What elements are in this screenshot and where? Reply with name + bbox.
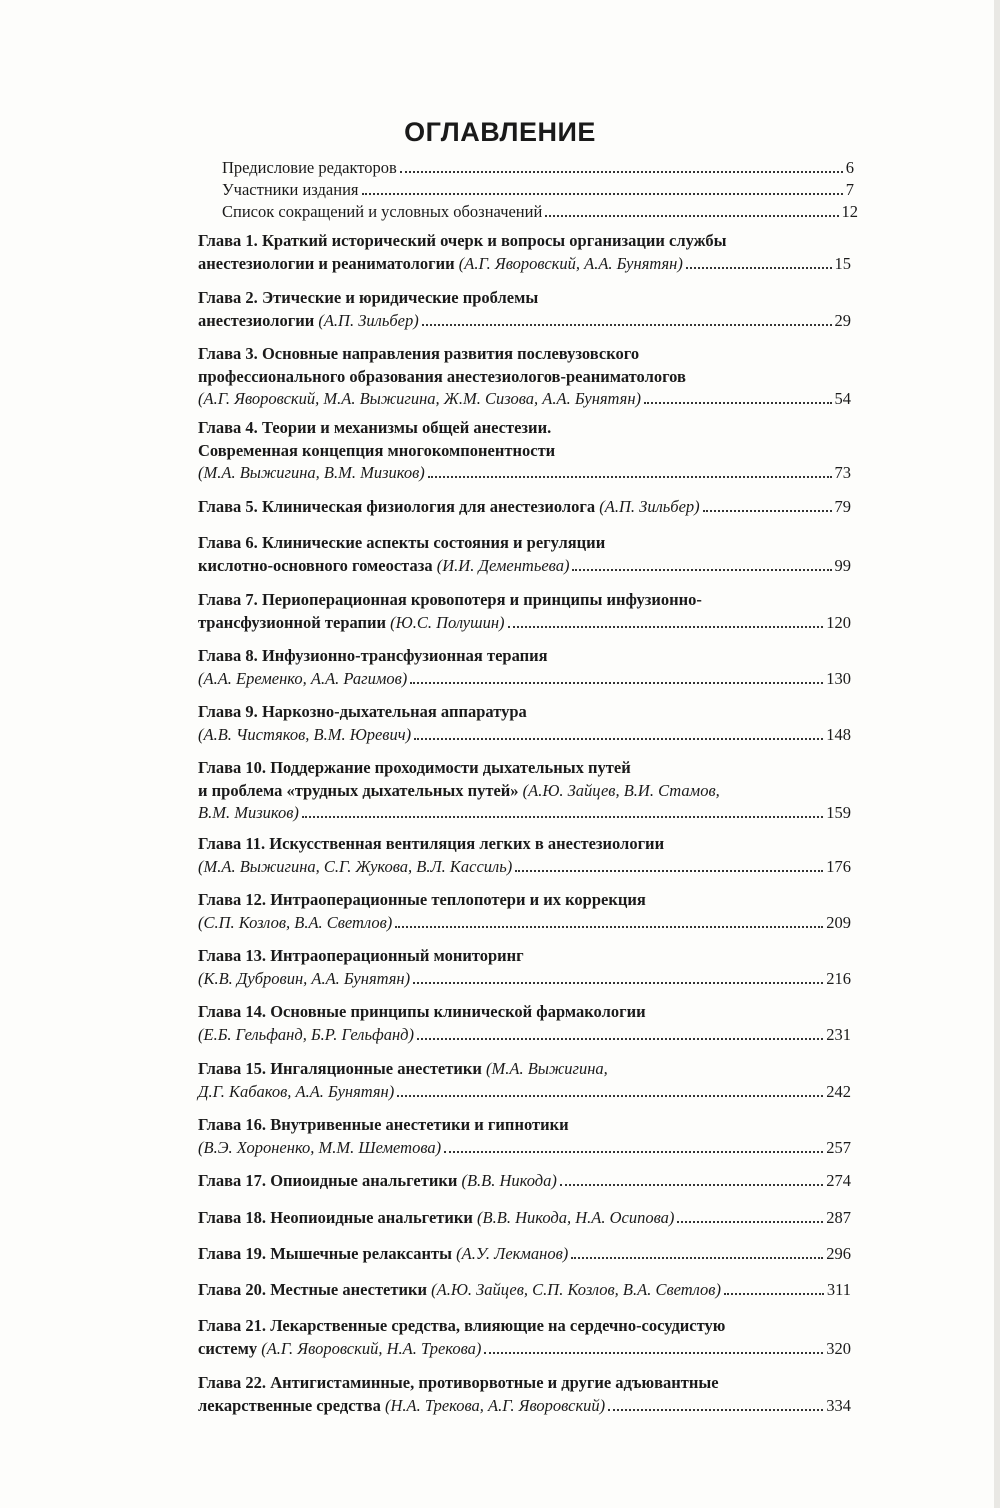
chapter-title: Этические и юридические проблемы xyxy=(261,288,539,307)
toc-entry-line xyxy=(198,309,851,331)
toc-entry-line xyxy=(198,387,851,409)
toc-page-number: 12 xyxy=(841,202,858,221)
toc-page-number: 73 xyxy=(834,463,851,482)
toc-page-number: 334 xyxy=(826,1395,851,1415)
toc-entry-line xyxy=(198,1057,851,1079)
chapter-title: Неопиоидные анальгетики xyxy=(270,1208,473,1227)
toc-item-title: Предисловие редакторов xyxy=(222,158,397,177)
chapter-number: Глава 19. xyxy=(198,1244,271,1263)
page-edge-shadow xyxy=(994,0,1000,1508)
toc-entry-line xyxy=(198,1371,851,1393)
chapter-number: Глава 13. xyxy=(198,946,271,965)
toc-entry-line xyxy=(198,1136,851,1158)
toc-page-number: 209 xyxy=(826,912,851,932)
dot-leader xyxy=(545,215,838,217)
toc-entry-line xyxy=(198,495,851,517)
chapter-authors: (В.В. Никода) xyxy=(457,1171,557,1190)
toc-front-item[interactable] xyxy=(222,200,858,222)
dot-leader xyxy=(417,1038,823,1040)
dot-leader xyxy=(410,682,823,684)
toc-chapter-entry[interactable] xyxy=(198,1242,851,1265)
chapter-number: Глава 16. xyxy=(198,1115,271,1134)
toc-entry-line xyxy=(198,531,851,553)
toc-chapter-entry[interactable] xyxy=(198,1206,851,1229)
chapter-authors: (А.Ю. Зайцев, С.П. Козлов, В.А. Светлов) xyxy=(427,1280,721,1299)
toc-chapter-entry[interactable] xyxy=(198,644,851,689)
chapter-title: кислотно-основного гомеостаза xyxy=(198,555,433,575)
toc-entry-line xyxy=(198,1080,851,1102)
toc-entry-line xyxy=(198,779,851,801)
chapter-title: Основные направления развития послевузовского xyxy=(261,344,640,363)
toc-entry-line xyxy=(198,723,851,745)
toc-entry-line xyxy=(198,588,851,610)
chapter-authors: (С.П. Козлов, В.А. Светлов) xyxy=(198,912,393,932)
toc-chapter-entry[interactable] xyxy=(198,888,851,933)
chapter-authors: (М.А. Выжигина, xyxy=(481,1059,608,1078)
chapter-title: Искусственная вентиляция легких в анестезиологии xyxy=(269,834,665,853)
toc-entry-line xyxy=(198,611,851,633)
chapter-title: и проблема «трудных дыхательных путей» xyxy=(198,780,519,800)
chapter-authors: (А.Г. Яворовский, М.А. Выжигина, Ж.М. Сизова, А.А. Бунятян) xyxy=(198,389,642,408)
chapter-title: анестезиологии xyxy=(198,310,315,330)
toc-entry-line xyxy=(198,801,851,823)
dot-leader xyxy=(572,569,831,571)
toc-entry-line xyxy=(198,1000,851,1022)
toc-entry-line xyxy=(198,1206,851,1228)
toc-entry-line xyxy=(198,554,851,576)
dot-leader xyxy=(484,1352,823,1354)
chapter-authors: Д.Г. Кабаков, А.А. Бунятян) xyxy=(198,1081,395,1101)
toc-entry-line xyxy=(198,756,851,778)
toc-entry-line xyxy=(198,1337,851,1359)
toc-item-title: Участники издания xyxy=(222,180,359,199)
chapter-number: Глава 21. xyxy=(198,1316,271,1335)
toc-page-number: 130 xyxy=(826,668,851,688)
chapter-title: Основные принципы клинической фармакологии xyxy=(270,1002,646,1021)
toc-entry-line xyxy=(198,439,851,461)
chapter-title: трансфузионной терапии xyxy=(198,612,387,632)
chapter-number: Глава 3. xyxy=(198,344,262,363)
dot-leader xyxy=(400,171,843,173)
toc-chapter-entry[interactable] xyxy=(198,756,851,824)
chapter-authors: (А.П. Зильбер) xyxy=(595,497,700,516)
toc-entry-line xyxy=(198,1169,851,1191)
dot-leader xyxy=(508,626,824,628)
toc-front-item[interactable] xyxy=(222,178,854,200)
chapter-title: Периоперационная кровопотеря и принципы инфузионно- xyxy=(261,590,702,609)
toc-entry-line xyxy=(198,342,851,364)
toc-entry-line xyxy=(198,461,851,483)
dot-leader xyxy=(413,982,823,984)
toc-entry-line xyxy=(198,416,851,438)
chapter-number: Глава 5. xyxy=(198,497,262,516)
toc-page-number: 79 xyxy=(834,497,851,516)
toc-entry-line xyxy=(198,1113,851,1135)
chapter-title: профессионального образования анестезиологов-реаниматологов xyxy=(198,366,686,386)
chapter-number: Глава 20. xyxy=(198,1280,271,1299)
chapter-title: Внутривенные анестетики и гипнотики xyxy=(270,1115,569,1134)
toc-chapter-entry[interactable] xyxy=(198,588,851,633)
chapter-title: Клиническая физиология для анестезиолога xyxy=(261,497,596,516)
chapter-number: Глава 1. xyxy=(198,231,262,250)
chapter-number: Глава 17. xyxy=(198,1171,271,1190)
chapter-title: Поддержание проходимости дыхательных путей xyxy=(270,758,631,777)
chapter-number: Глава 10. xyxy=(198,758,271,777)
chapter-authors: (Ю.С. Полушин) xyxy=(386,612,505,632)
chapter-authors: В.М. Мизиков) xyxy=(198,803,299,822)
dot-leader xyxy=(397,1095,823,1097)
toc-chapter-entry[interactable] xyxy=(198,1000,851,1045)
dot-leader xyxy=(560,1184,823,1186)
toc-entry-line xyxy=(198,1394,851,1416)
chapter-number: Глава 6. xyxy=(198,533,262,552)
toc-entry-line xyxy=(198,855,851,877)
toc-entry-line xyxy=(198,1023,851,1045)
dot-leader xyxy=(395,926,823,928)
toc-page-number: 54 xyxy=(834,389,851,408)
toc-entry-line xyxy=(198,229,851,251)
toc-page-number: 7 xyxy=(845,180,854,199)
toc-page-number: 159 xyxy=(826,803,851,822)
toc-page-number: 231 xyxy=(826,1024,851,1044)
toc-page-number: 320 xyxy=(826,1338,851,1358)
toc-entry-line xyxy=(198,911,851,933)
toc-chapter-entry[interactable] xyxy=(198,700,851,745)
toc-chapter-entry[interactable] xyxy=(198,342,851,410)
chapter-title: Ингаляционные анестетики xyxy=(270,1059,482,1078)
dot-leader xyxy=(515,870,823,872)
toc-chapter-entry[interactable] xyxy=(198,1057,851,1102)
chapter-title: Опиоидные анальгетики xyxy=(270,1171,458,1190)
toc-chapter-entry[interactable] xyxy=(198,944,851,989)
toc-page-number: 120 xyxy=(826,612,851,632)
toc-page-number: 287 xyxy=(826,1208,851,1227)
chapter-title: анестезиологии и реаниматологии xyxy=(198,253,455,273)
dot-leader xyxy=(686,267,832,269)
page-title: ОГЛАВЛЕНИЕ xyxy=(404,117,596,147)
toc-chapter-entry[interactable] xyxy=(198,495,851,518)
chapter-title: Краткий исторический очерк и вопросы организации службы xyxy=(261,231,727,250)
toc-page-number: 296 xyxy=(826,1244,851,1263)
toc-page-number: 176 xyxy=(826,856,851,876)
toc-entry-line xyxy=(198,286,851,308)
chapter-authors: (И.И. Дементьева) xyxy=(432,555,570,575)
dot-leader xyxy=(644,402,831,404)
toc-page-number: 148 xyxy=(826,724,851,744)
toc-chapter-entry[interactable] xyxy=(198,1314,851,1359)
dot-leader xyxy=(677,1221,823,1223)
toc-page-number: 216 xyxy=(826,968,851,988)
chapter-authors: (В.В. Никода, Н.А. Осипова) xyxy=(472,1208,675,1227)
toc-item-title: Список сокращений и условных обозначений xyxy=(222,202,543,221)
toc-chapter-entry[interactable] xyxy=(198,1169,851,1192)
toc-page-number: 311 xyxy=(826,1280,851,1299)
dot-leader xyxy=(724,1293,824,1295)
toc-entry-line xyxy=(198,1242,851,1264)
toc-front-item[interactable] xyxy=(222,156,854,178)
toc-page-number: 242 xyxy=(826,1081,851,1101)
chapter-title: Современная концепция многокомпонентности xyxy=(198,440,556,460)
toc-entry-line xyxy=(198,667,851,689)
chapter-authors: (Е.Б. Гельфанд, Б.Р. Гельфанд) xyxy=(198,1024,414,1044)
toc-page-number: 15 xyxy=(834,253,851,273)
toc-entry-line xyxy=(198,1278,851,1300)
toc-chapter-entry[interactable] xyxy=(198,229,851,274)
chapter-number: Глава 12. xyxy=(198,890,271,909)
dot-leader xyxy=(302,816,823,818)
toc-page-number: 6 xyxy=(845,158,854,177)
toc-entry-line xyxy=(198,700,851,722)
chapter-number: Глава 14. xyxy=(198,1002,271,1021)
chapter-title: Местные анестетики xyxy=(270,1280,427,1299)
dot-leader xyxy=(608,1409,823,1411)
toc-page-number: 99 xyxy=(834,555,851,575)
dot-leader xyxy=(703,510,832,512)
chapter-title: Клинические аспекты состояния и регуляции xyxy=(261,533,606,552)
chapter-title: Лекарственные средства, влияющие на сердечно-сосудистую xyxy=(270,1316,726,1335)
toc-entry-line xyxy=(198,1314,851,1336)
chapter-number: Глава 18. xyxy=(198,1208,271,1227)
chapter-title: систему xyxy=(198,1338,258,1358)
chapter-authors: (Н.А. Трекова, А.Г. Яворовский) xyxy=(380,1395,606,1415)
toc-entry-line xyxy=(198,644,851,666)
chapter-authors: (А.Г. Яворовский, Н.А. Трекова) xyxy=(257,1338,482,1358)
chapter-authors: (А.А. Еременко, А.А. Рагимов) xyxy=(198,668,408,688)
toc-entry-line xyxy=(198,252,851,274)
toc-chapter-entry[interactable] xyxy=(198,416,851,484)
toc-chapter-entry[interactable] xyxy=(198,1113,851,1158)
chapter-title: Мышечные релаксанты xyxy=(270,1244,453,1263)
chapter-title: Антигистаминные, противорвотные и другие адъювантные xyxy=(270,1373,719,1392)
toc-chapter-entry[interactable] xyxy=(198,1278,851,1301)
chapter-number: Глава 15. xyxy=(198,1059,271,1078)
chapter-authors: (А.В. Чистяков, В.М. Юревич) xyxy=(198,724,412,744)
chapter-authors: (В.Э. Хороненко, М.М. Шеметова) xyxy=(198,1137,442,1157)
toc-chapter-entry[interactable] xyxy=(198,286,851,331)
toc-page-number: 29 xyxy=(834,310,851,330)
chapter-title: лекарственные средства xyxy=(198,1395,381,1415)
toc-chapter-entry[interactable] xyxy=(198,832,851,877)
toc-chapter-entry[interactable] xyxy=(198,1371,851,1416)
dot-leader xyxy=(428,476,832,478)
toc-chapter-entry[interactable] xyxy=(198,531,851,576)
chapter-title: Теории и механизмы общей анестезии. xyxy=(261,418,552,437)
chapter-title: Интраоперационный мониторинг xyxy=(270,946,524,965)
chapter-authors: (М.А. Выжигина, В.М. Мизиков) xyxy=(198,463,425,482)
toc-entry-line xyxy=(198,832,851,854)
chapter-number: Глава 8. xyxy=(198,646,262,665)
chapter-title: Наркозно-дыхательная аппаратура xyxy=(261,702,527,721)
chapter-authors: (К.В. Дубровин, А.А. Бунятян) xyxy=(198,968,411,988)
chapter-number: Глава 7. xyxy=(198,590,262,609)
dot-leader xyxy=(362,193,843,195)
chapter-authors: (А.П. Зильбер) xyxy=(314,310,419,330)
chapter-number: Глава 4. xyxy=(198,418,262,437)
toc-entry-line xyxy=(198,944,851,966)
dot-leader xyxy=(422,324,832,326)
toc-page-number: 274 xyxy=(826,1171,851,1190)
toc-page-number: 257 xyxy=(826,1137,851,1157)
chapter-authors: (А.У. Лекманов) xyxy=(452,1244,569,1263)
chapter-authors: (М.А. Выжигина, С.Г. Жукова, В.Л. Кассиль) xyxy=(198,856,513,876)
chapter-number: Глава 9. xyxy=(198,702,262,721)
chapter-number: Глава 2. xyxy=(198,288,262,307)
chapter-authors: (А.Ю. Зайцев, В.И. Стамов, xyxy=(518,780,720,800)
toc-entry-line xyxy=(198,365,851,387)
chapter-title: Инфузионно-трансфузионная терапия xyxy=(261,646,548,665)
chapter-authors: (А.Г. Яворовский, А.А. Бунятян) xyxy=(454,253,683,273)
chapter-number: Глава 11. xyxy=(198,834,270,853)
dot-leader xyxy=(571,1257,823,1259)
chapter-title: Интраоперационные теплопотери и их коррекция xyxy=(270,890,646,909)
chapter-number: Глава 22. xyxy=(198,1373,271,1392)
toc-entry-line xyxy=(198,888,851,910)
toc-entry-line xyxy=(198,967,851,989)
dot-leader xyxy=(444,1151,823,1153)
dot-leader xyxy=(414,738,823,740)
